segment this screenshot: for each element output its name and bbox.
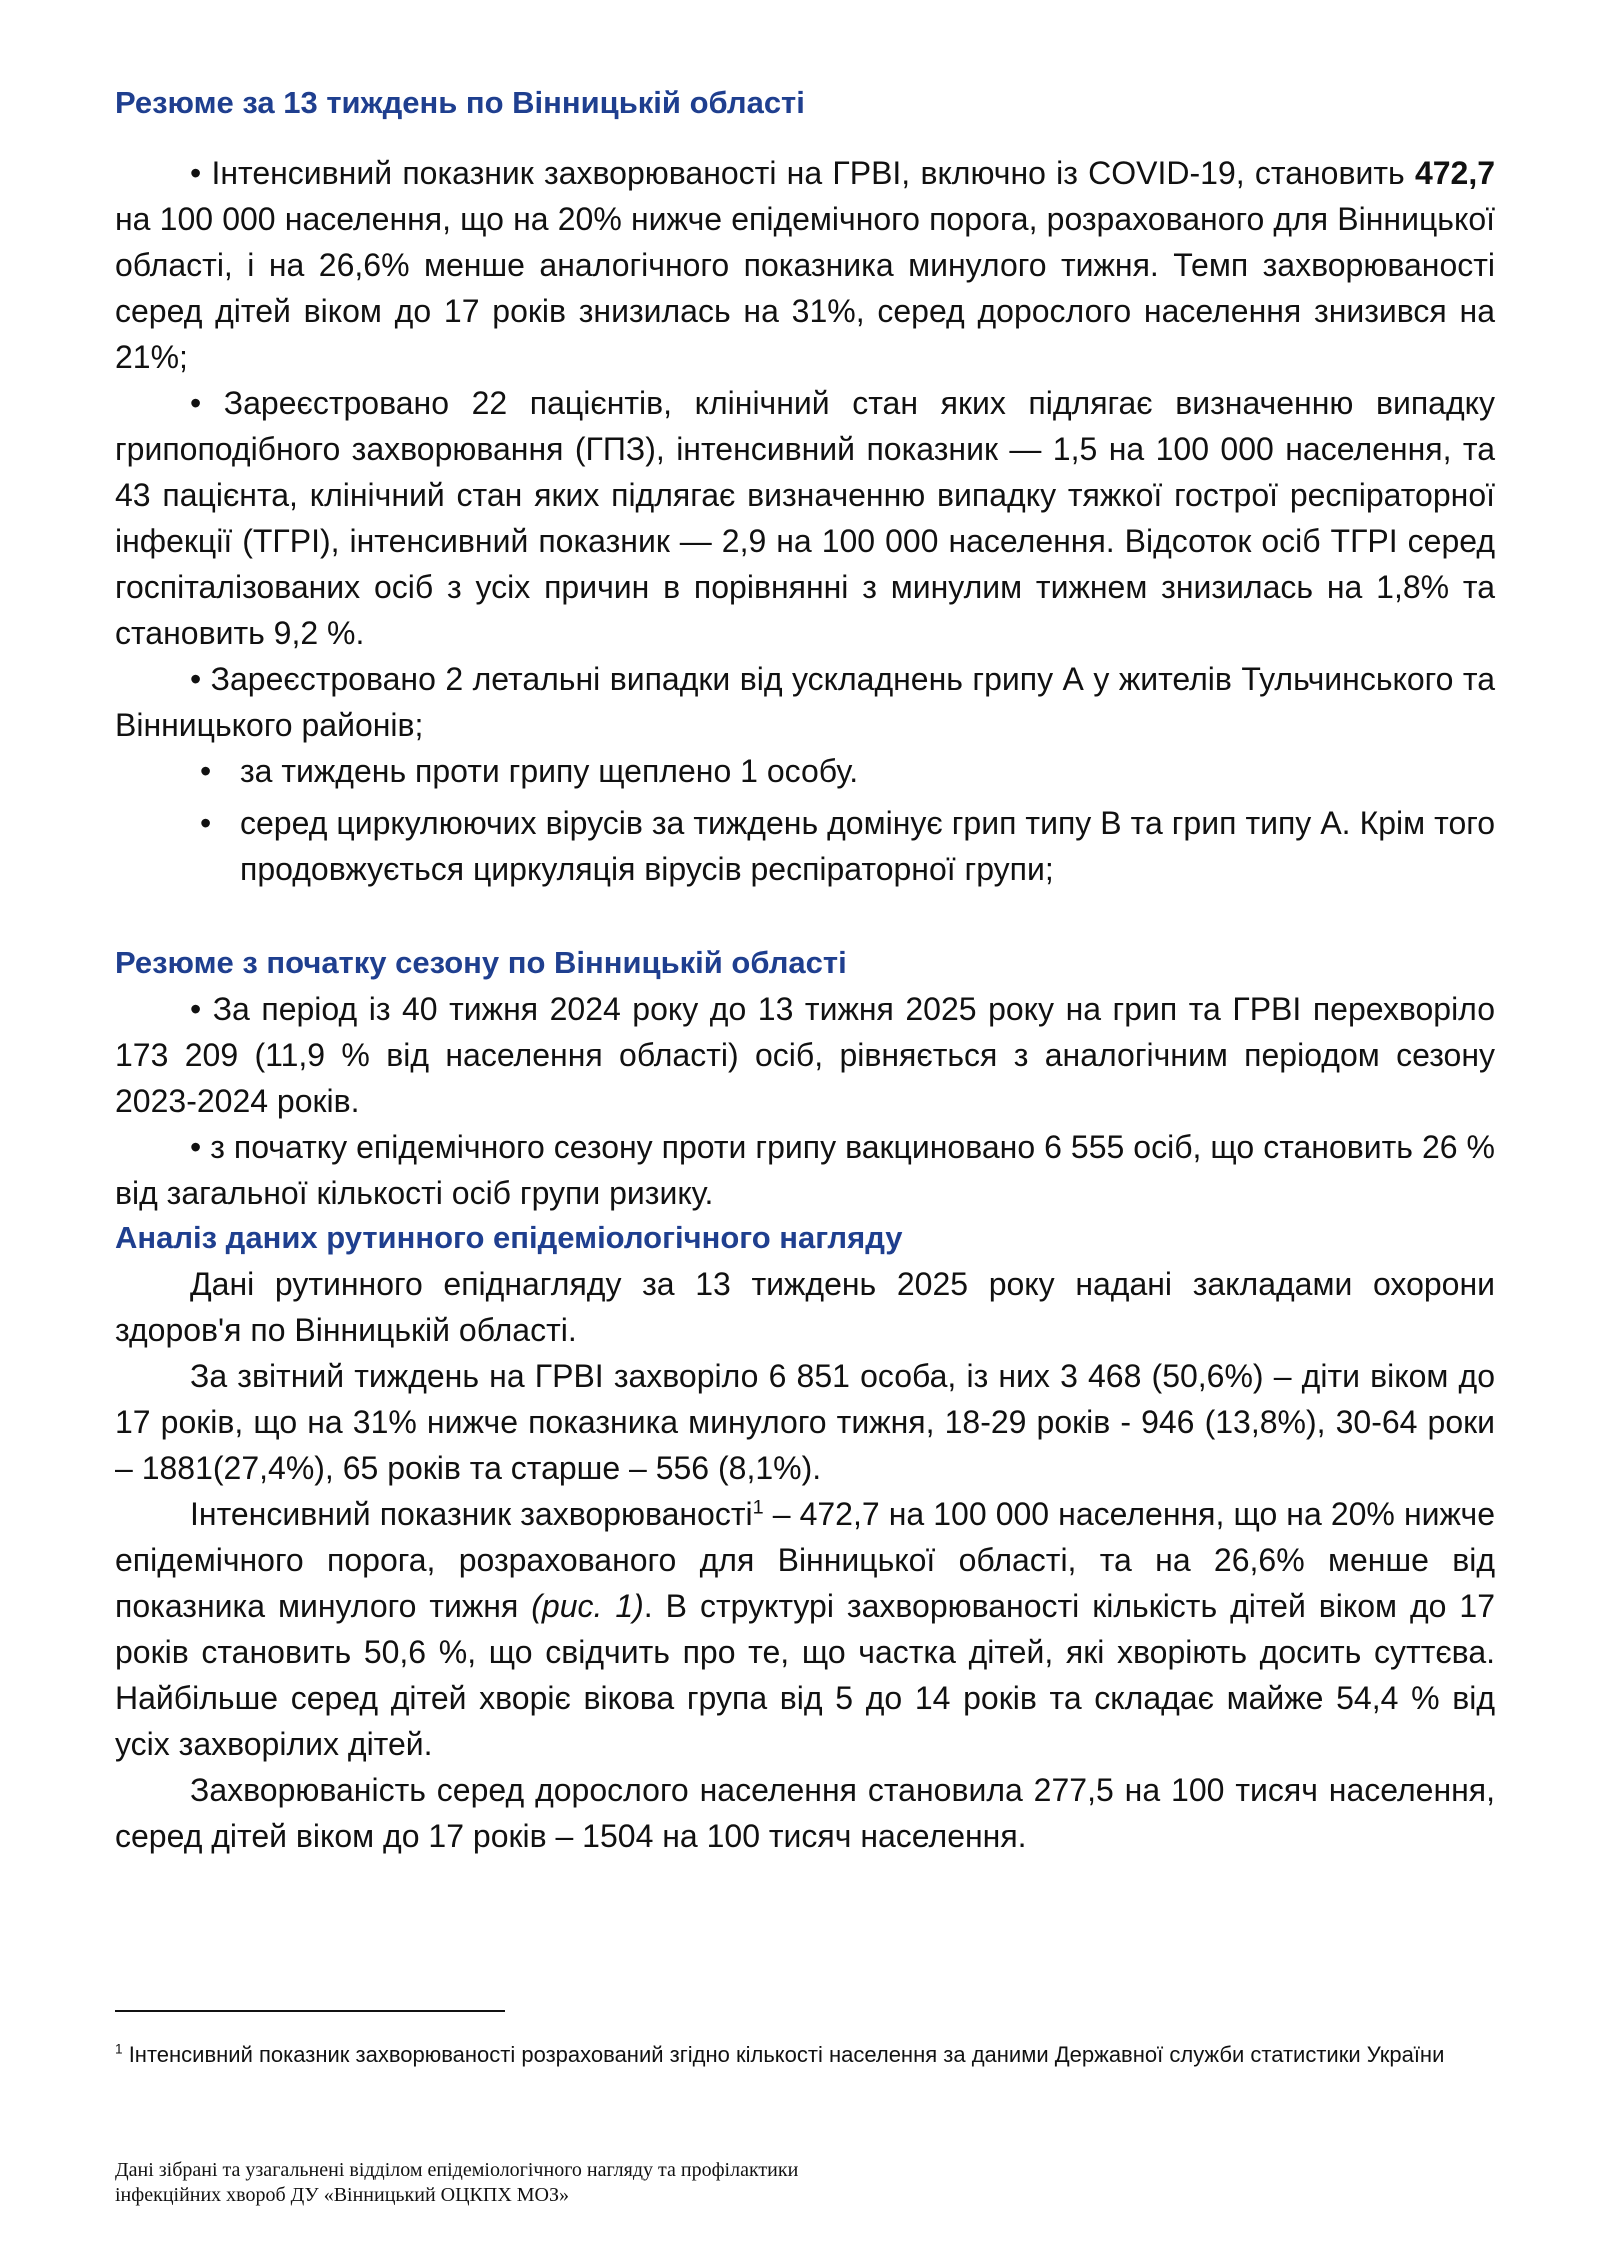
analysis-paragraph-source: Дані рутинного епіднагляду за 13 тиждень 2025 року надані закладами охорони здоров'я по Вінницькій області. <box>115 1266 1495 1348</box>
org-note-line-2: інфекційних хвороб ДУ «Вінницький ОЦКПХ МОЗ» <box>115 2184 570 2206</box>
footnote-ref: 1 <box>752 1496 764 1519</box>
section-routine-surveillance <box>115 1215 1495 1859</box>
section-title-season: Резюме з початку сезону по Вінницькій області <box>115 945 847 980</box>
weekly-bullet-ili-sari: • Зареєстровано 22 пацієнтів, клінічний стан яких підлягає визначенню випадку грипоподібного захворювання (ГПЗ), інтенсивний показник — 1,5 на 100 000 населення, та 43 пацієнта, клінічний стан яких підлягає визначенню випадку тяжкої гострої респіраторної інфекції (ТГРІ), інтенсивний показник — 2,9 на 100 000 населення. Відсоток осіб ТГРІ серед госпіталізованих осіб з усіх причин в порівнянні з минулим тижнем знизилась на 1,8% та становить 9,2 %. <box>115 385 1495 651</box>
bullet-marker: • <box>190 155 202 191</box>
analysis-paragraph-incidence: Інтенсивний показник захворюваності$^1$ – 472,7 на 100 000 населення, що на 20% нижче епідемічного порога, розрахованого для Вінницької області, та на 26,6% менше від показника минулого тижня (рис. 1). В структурі захворюваності кількість дітей віком до 17 років становить 50,6 %, що свідчить про те, що частка дітей, які хворіють досить суттєва. Найбільше серед дітей хворіє вікова група від 5 до 14 років та складає майже 54,4 % від усіх захворілих дітей. <box>115 1496 1496 1762</box>
bullet-marker: • <box>200 753 212 789</box>
footnote: $^1$ Інтенсивний показник захворюваності розрахований згідно кількості населення за даними Державної служби статистики України <box>115 2041 1445 2067</box>
section-season-summary <box>115 940 1495 1216</box>
season-bullet-vaccinated: • з початку епідемічного сезону проти грипу вакциновано 6 555 осіб, що становить 26 % від загальної кількості осіб групи ризику. <box>115 1129 1495 1211</box>
section-title-analysis: Аналіз даних рутинного епідеміологічного нагляду <box>115 1220 903 1255</box>
analysis-paragraph-age-groups: За звітний тиждень на ГРВІ захворіло 6 851 особа, із них 3 468 (50,6%) – діти віком до 17 років, що на 31% нижче показника минулого тижня, 18-29 років - 946 (13,8%), 30-64 роки – 1881(27,4%), 65 років та старше – 556 (8,1%). <box>115 1358 1495 1486</box>
section-title-weekly: Резюме за 13 тиждень по Вінницькій області <box>115 85 805 120</box>
footnote-number: 1 <box>115 2041 123 2057</box>
org-note-line-1: Дані зібрані та узагальнені відділом епідеміологічного нагляду та профілактики <box>115 2159 799 2181</box>
section-weekly-summary <box>115 80 1495 892</box>
weekly-bullet-deaths: • Зареєстровано 2 летальні випадки від ускладнень грипу А у жителів Тульчинського та Вінницького районів; <box>115 661 1495 743</box>
weekly-bullet-incidence: • Інтенсивний показник захворюваності на ГРВІ, включно із COVID-19, становить 472,7 на 100 000 населення, що на 20% нижче епідемічного порога, розрахованого для Вінницької області, і на 26,6% менше аналогічного показника минулого тижня. Темп захворюваності серед дітей віком до 17 років знизилась на 31%, серед дорослого населення знизився на 21%; <box>115 155 1496 375</box>
analysis-paragraph-adult-child: Захворюваність серед дорослого населення становила 277,5 на 100 тисяч населення, серед дітей віком до 17 років – 1504 на 100 тисяч населення. <box>115 1772 1495 1854</box>
footnote-divider <box>115 2010 505 2012</box>
bullet-marker: • <box>200 805 212 841</box>
org-note <box>115 2158 1015 2208</box>
figure-ref: (рис. 1) <box>531 1588 644 1624</box>
weekly-bullet-vaccination: • за тиждень проти грипу щеплено 1 особу. <box>115 748 1495 794</box>
weekly-bullet-viruses: • серед циркулюючих вірусів за тиждень домінує грип типу В та грип типу А. Крім того продовжується циркуляція вірусів респіраторної групи; <box>115 800 1495 892</box>
season-bullet-cases: • За період із 40 тижня 2024 року до 13 тижня 2025 року на грип та ГРВІ перехворіло 173 209 (11,9 % від населення області) осіб, рівняється з аналогічним періодом сезону 2023-2024 років. <box>115 991 1495 1119</box>
incidence-value: 472,7 <box>1414 155 1496 191</box>
